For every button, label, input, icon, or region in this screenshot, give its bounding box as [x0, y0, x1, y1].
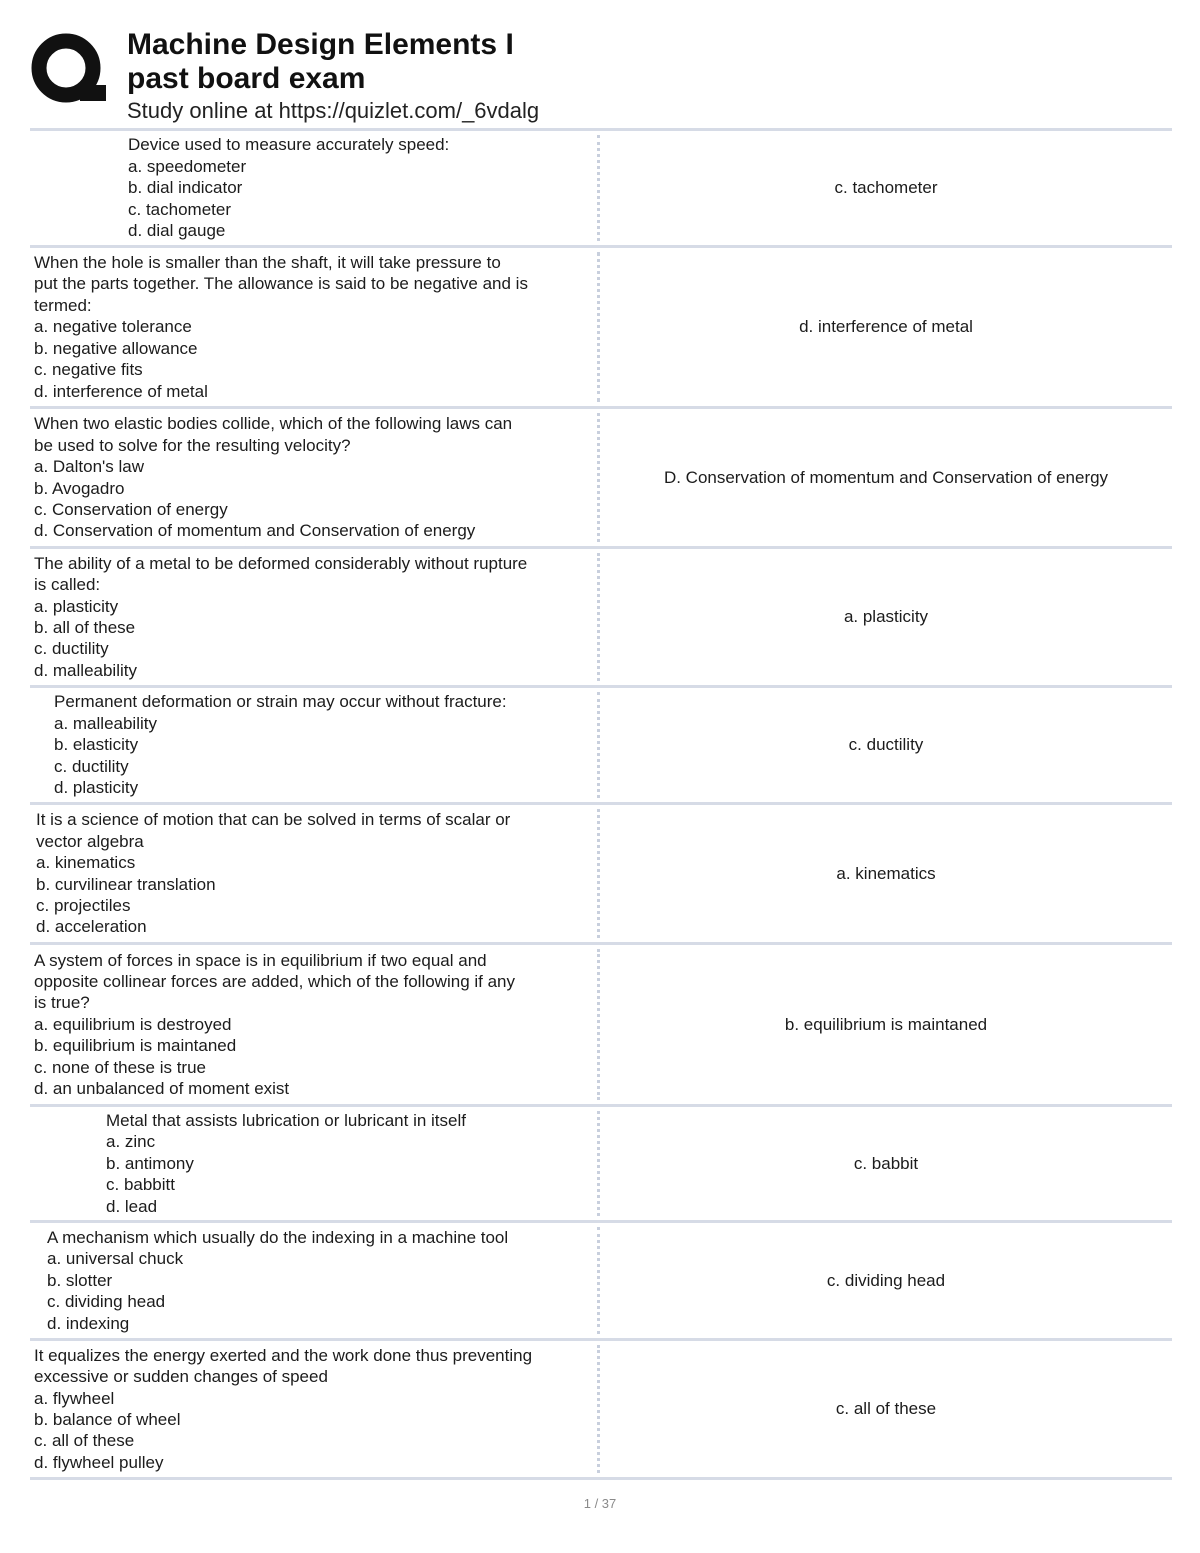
term-line: a. plasticity	[34, 596, 119, 616]
term-line: a. flywheel	[34, 1388, 115, 1408]
term-line: b. antimony	[106, 1153, 194, 1173]
card-definition: c. dividing head	[826, 1270, 946, 1290]
term-line: c. Conservation of energy	[34, 499, 228, 519]
quizlet-q-logo-icon	[30, 31, 106, 107]
term-line: a. zinc	[106, 1132, 156, 1152]
term-line: d. dial gauge	[128, 221, 226, 241]
study-online-link[interactable]: Study online at https://quizlet.com/_6vdalg	[127, 98, 540, 123]
term-line: d. interference of metal	[34, 381, 208, 401]
term-line: b. negative allowance	[34, 338, 198, 358]
term-line: When the hole is smaller than the shaft, it will take pressure to	[34, 253, 501, 273]
term-line: c. all of these	[34, 1431, 135, 1451]
term-line: c. ductility	[34, 639, 109, 659]
flashcard	[30, 1107, 1172, 1223]
page-title-line-2: past board exam	[127, 62, 366, 95]
term-line: The ability of a metal to be deformed considerably without rupture	[34, 553, 528, 573]
term-line: c. ductility	[54, 756, 129, 776]
term-line: d. Conservation of momentum and Conservation of energy	[34, 521, 476, 541]
flashcard-list	[30, 131, 1172, 1480]
term-line: Permanent deformation or strain may occur without fracture:	[54, 692, 507, 712]
card-definition: a. plasticity	[843, 607, 929, 626]
term-line: c. babbitt	[106, 1175, 175, 1195]
card-term	[30, 688, 597, 802]
term-line: be used to solve for the resulting velocity?	[34, 435, 351, 455]
term-line: c. none of these is true	[34, 1057, 206, 1077]
card-definition: c. ductility	[848, 735, 924, 754]
term-line: a. kinematics	[36, 853, 136, 873]
term-line: b. Avogadro	[34, 478, 125, 498]
term-line: d. indexing	[47, 1313, 130, 1333]
term-line: a. equilibrium is destroyed	[34, 1014, 232, 1034]
flashcard	[30, 805, 1172, 945]
card-definition: d. interference of metal	[799, 317, 973, 336]
term-line: a. Dalton's law	[34, 457, 145, 477]
term-line: is true?	[34, 993, 90, 1013]
term-line: b. dial indicator	[128, 178, 243, 198]
term-line: d. plasticity	[54, 778, 139, 798]
card-term	[30, 131, 597, 245]
term-line: b. slotter	[47, 1270, 113, 1290]
term-line: A mechanism which usually do the indexing in a machine tool	[47, 1227, 509, 1247]
flashcard	[30, 131, 1172, 248]
term-line: d. flywheel pulley	[34, 1452, 164, 1472]
term-line: d. lead	[106, 1196, 158, 1216]
term-line: b. equilibrium is maintaned	[34, 1036, 237, 1056]
term-line: d. malleability	[34, 660, 137, 680]
card-term	[30, 1341, 597, 1477]
card-term	[30, 248, 597, 406]
flashcard	[30, 549, 1172, 688]
card-term	[30, 1223, 597, 1338]
term-line: b. elasticity	[54, 735, 139, 755]
term-line: Device used to measure accurately speed:	[128, 135, 450, 155]
page-title-line-1: Machine Design Elements I	[127, 28, 514, 61]
page-number: 1 / 37	[583, 1496, 617, 1511]
term-line: is called:	[34, 575, 101, 595]
title-block	[127, 28, 539, 124]
term-line: When two elastic bodies collide, which of the following laws can	[34, 414, 513, 434]
term-line: a. negative tolerance	[34, 317, 192, 337]
card-definition: a. kinematics	[836, 863, 936, 883]
term-line: c. dividing head	[47, 1292, 166, 1312]
term-line: b. balance of wheel	[34, 1410, 181, 1429]
card-term	[30, 549, 597, 685]
term-line: b. all of these	[34, 618, 136, 637]
flashcard	[30, 945, 1172, 1107]
term-line: a. malleability	[54, 713, 157, 733]
flashcard	[30, 409, 1172, 549]
term-line: It is a science of motion that can be solved in terms of scalar or	[36, 810, 511, 830]
card-definition: c. all of these	[835, 1399, 937, 1418]
term-line: b. curvilinear translation	[36, 874, 216, 894]
term-line: A system of forces in space is in equilibrium if two equal and	[34, 950, 487, 970]
term-line: a. speedometer	[128, 156, 247, 176]
card-definition: b. equilibrium is maintaned	[784, 1014, 988, 1034]
card-term	[30, 805, 597, 942]
term-line: c. tachometer	[128, 199, 231, 219]
term-line: d. acceleration	[36, 917, 147, 937]
flashcard	[30, 248, 1172, 409]
term-line: vector algebra	[36, 831, 144, 851]
term-line: a. universal chuck	[47, 1249, 184, 1269]
card-term	[30, 1107, 597, 1220]
term-line: c. negative fits	[34, 360, 143, 380]
card-term	[30, 409, 597, 546]
flashcard	[30, 688, 1172, 805]
term-line: put the parts together. The allowance is said to be negative and is	[34, 274, 528, 294]
page-header	[30, 28, 1172, 128]
card-definition: D. Conservation of momentum and Conservation of energy	[663, 467, 1109, 487]
term-line: opposite collinear forces are added, which of the following if any	[34, 971, 516, 991]
card-term	[30, 945, 597, 1104]
term-line: d. an unbalanced of moment exist	[34, 1079, 290, 1099]
flashcard	[30, 1341, 1172, 1480]
card-definition: c. tachometer	[834, 178, 938, 197]
term-line: Metal that assists lubrication or lubricant in itself	[106, 1110, 466, 1130]
term-line: excessive or sudden changes of speed	[34, 1367, 328, 1387]
card-definition: c. babbit	[853, 1153, 919, 1173]
flashcard	[30, 1223, 1172, 1341]
term-line: termed:	[34, 295, 92, 315]
term-line: It equalizes the energy exerted and the work done thus preventing	[34, 1345, 533, 1365]
term-line: c. projectiles	[36, 895, 131, 915]
